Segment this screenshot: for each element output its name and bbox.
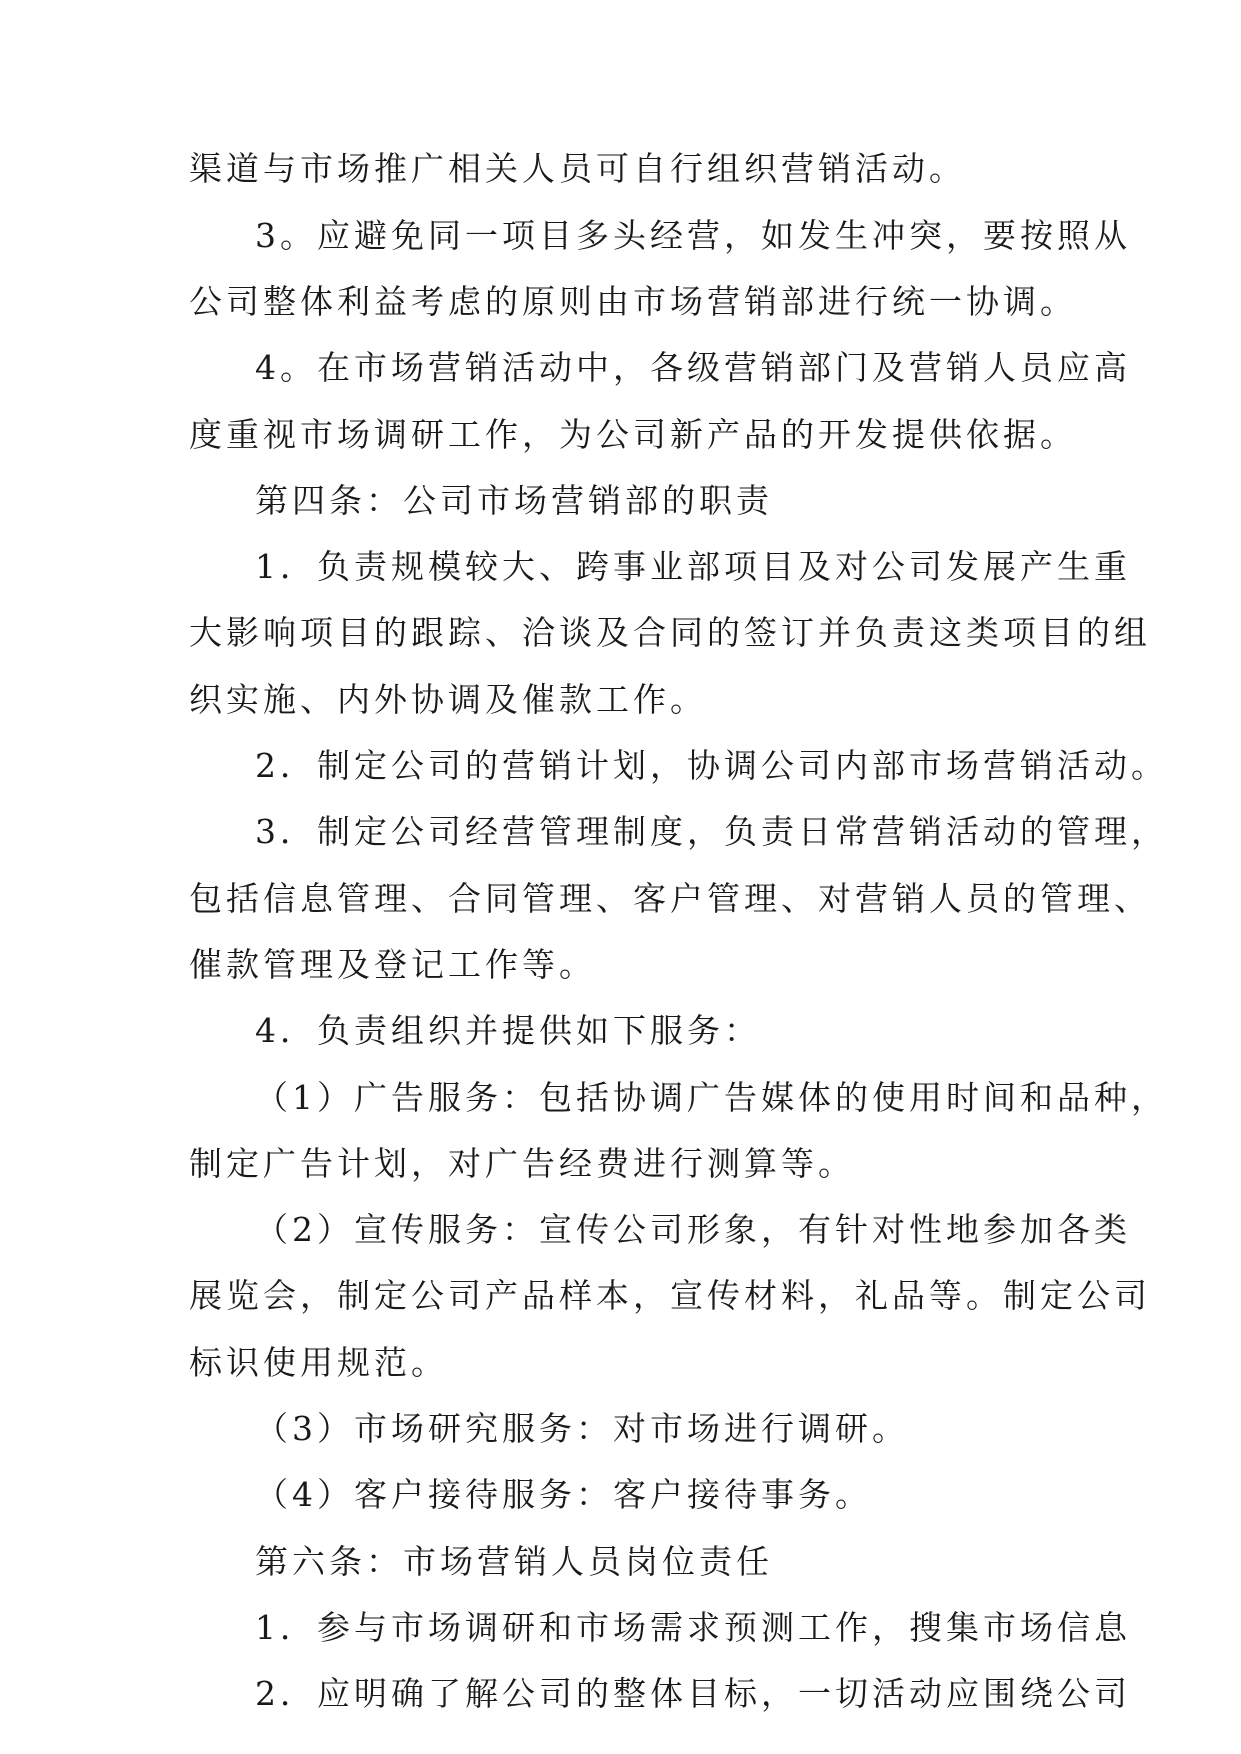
text-line: 大影响项目的跟踪、洽谈及合同的签订并负责这类项目的组 bbox=[189, 613, 1151, 652]
text-line: 度重视市场调研工作，为公司新产品的开发提供依据。 bbox=[189, 415, 1077, 454]
text-line: 4。在市场营销活动中，各级营销部门及营销人员应高 bbox=[255, 348, 1131, 387]
section-heading: 第六条：市场营销人员岗位责任 bbox=[255, 1542, 773, 1581]
text-line: 展览会，制定公司产品样本，宣传材料，礼品等。制定公司 bbox=[189, 1276, 1151, 1315]
text-line: （1）广告服务：包括协调广告媒体的使用时间和品种， bbox=[255, 1078, 1168, 1117]
text-line: （3）市场研究服务：对市场进行调研。 bbox=[255, 1409, 909, 1448]
text-line: 2．制定公司的营销计划，协调公司内部市场营销活动。 bbox=[255, 746, 1168, 785]
text-line: 制定广告计划，对广告经费进行测算等。 bbox=[189, 1144, 855, 1183]
text-line: （4）客户接待服务：客户接待事务。 bbox=[255, 1475, 872, 1514]
section-heading: 第四条：公司市场营销部的职责 bbox=[255, 481, 773, 520]
text-line: （2）宣传服务：宣传公司形象，有针对性地参加各类 bbox=[255, 1210, 1131, 1249]
text-line: 催款管理及登记工作等。 bbox=[189, 945, 596, 984]
text-line: 4．负责组织并提供如下服务： bbox=[255, 1011, 761, 1050]
text-line: 1．负责规模较大、跨事业部项目及对公司发展产生重 bbox=[255, 547, 1131, 586]
text-line: 3。应避免同一项目多头经营，如发生冲突，要按照从 bbox=[255, 216, 1131, 255]
text-line: 标识使用规范。 bbox=[189, 1343, 448, 1382]
text-line: 2．应明确了解公司的整体目标，一切活动应围绕公司 bbox=[255, 1674, 1131, 1713]
text-line: 1．参与市场调研和市场需求预测工作，搜集市场信息 bbox=[255, 1608, 1131, 1647]
text-line: 公司整体利益考虑的原则由市场营销部进行统一协调。 bbox=[189, 282, 1077, 321]
text-line: 3．制定公司经营管理制度，负责日常营销活动的管理， bbox=[255, 812, 1168, 851]
text-line: 织实施、内外协调及催款工作。 bbox=[189, 680, 707, 719]
text-line: 包括信息管理、合同管理、客户管理、对营销人员的管理、 bbox=[189, 879, 1151, 918]
text-line: 渠道与市场推广相关人员可自行组织营销活动。 bbox=[189, 149, 966, 188]
